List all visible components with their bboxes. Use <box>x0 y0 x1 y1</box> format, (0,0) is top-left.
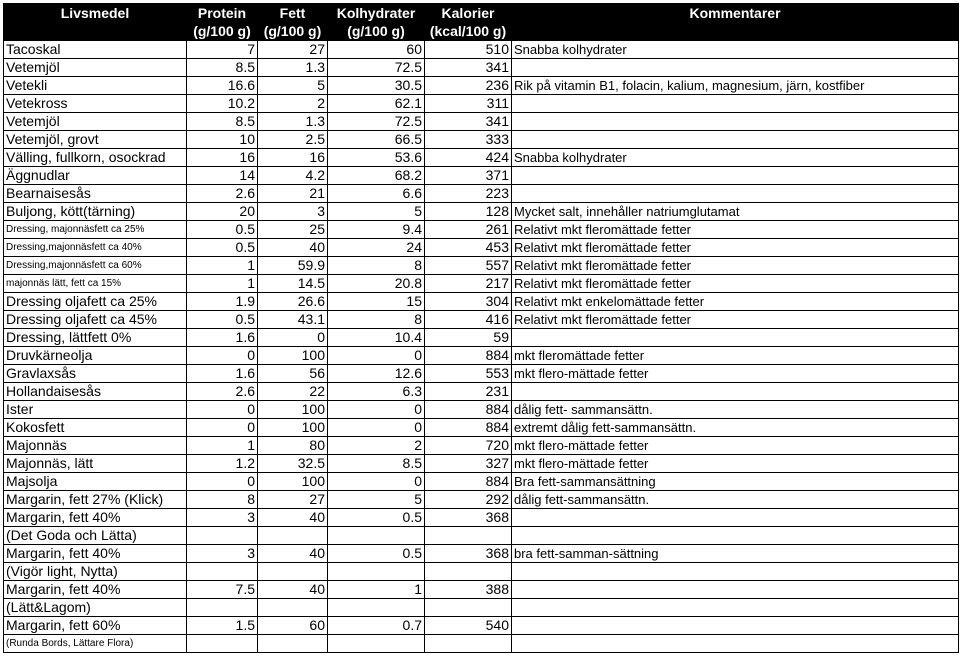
cell-livsmedel[interactable]: Margarin, fett 40% <box>4 581 187 599</box>
header-kalorier-unit: (kcal/100 g) <box>425 22 512 41</box>
cell-fett[interactable]: 3 <box>258 203 328 221</box>
cell-kalorier[interactable] <box>425 527 512 545</box>
cell-kolhydrater[interactable]: 30.5 <box>328 77 425 95</box>
cell-fett[interactable]: 100 <box>258 473 328 491</box>
cell-kolhydrater[interactable]: 68.2 <box>328 167 425 185</box>
cell-fett[interactable]: 25 <box>258 221 328 239</box>
header-kalorier[interactable]: Kalorier <box>425 4 512 23</box>
cell-protein[interactable]: 0.5 <box>187 239 258 257</box>
cell-kolhydrater[interactable]: 72.5 <box>328 113 425 131</box>
cell-kommentar[interactable]: Relativt mkt fleromättade fetter <box>512 275 959 293</box>
cell-kalorier[interactable]: 128 <box>425 203 512 221</box>
table-header <box>4 4 959 41</box>
cell-fett[interactable]: 43.1 <box>258 311 328 329</box>
cell-kolhydrater[interactable]: 0.5 <box>328 545 425 563</box>
cell-fett[interactable]: 60 <box>258 617 328 635</box>
cell-kommentar[interactable] <box>512 95 959 113</box>
cell-livsmedel[interactable]: Dressing, lättfett 0% <box>4 329 187 347</box>
cell-kolhydrater[interactable] <box>328 563 425 581</box>
cell-livsmedel[interactable]: majonnäs lätt, fett ca 15% <box>4 275 187 293</box>
cell-kalorier[interactable]: 510 <box>425 41 512 59</box>
cell-kalorier[interactable]: 557 <box>425 257 512 275</box>
cell-kommentar[interactable]: Snabba kolhydrater <box>512 41 959 59</box>
cell-kolhydrater[interactable]: 10.4 <box>328 329 425 347</box>
table-row <box>4 581 959 599</box>
cell-kolhydrater[interactable]: 8.5 <box>328 455 425 473</box>
cell-livsmedel[interactable]: (Det Goda och Lätta) <box>4 527 187 545</box>
cell-kommentar[interactable]: extremt dålig fett-sammansättn. <box>512 419 959 437</box>
cell-protein[interactable]: 8.5 <box>187 59 258 77</box>
cell-fett[interactable]: 16 <box>258 149 328 167</box>
cell-protein[interactable]: 0 <box>187 473 258 491</box>
cell-livsmedel[interactable]: Ister <box>4 401 187 419</box>
table-row <box>4 635 959 653</box>
cell-livsmedel[interactable]: Druvkärneolja <box>4 347 187 365</box>
cell-kommentar[interactable] <box>512 383 959 401</box>
cell-fett[interactable]: 56 <box>258 365 328 383</box>
cell-fett[interactable] <box>258 527 328 545</box>
cell-kolhydrater[interactable]: 8 <box>328 257 425 275</box>
table-row <box>4 419 959 437</box>
cell-kommentar[interactable]: Rik på vitamin B1, folacin, kalium, magnesium, järn, kostfiber <box>512 77 959 95</box>
cell-kommentar[interactable]: Relativt mkt fleromättade fetter <box>512 257 959 275</box>
cell-livsmedel[interactable]: Tacoskal <box>4 41 187 59</box>
cell-livsmedel[interactable]: Margarin, fett 40% <box>4 509 187 527</box>
cell-kalorier[interactable]: 720 <box>425 437 512 455</box>
cell-fett[interactable]: 27 <box>258 491 328 509</box>
table-row <box>4 41 959 59</box>
cell-fett[interactable]: 40 <box>258 509 328 527</box>
table-row <box>4 185 959 203</box>
cell-protein[interactable]: 3 <box>187 509 258 527</box>
cell-protein[interactable]: 10.2 <box>187 95 258 113</box>
table-row <box>4 545 959 563</box>
cell-fett[interactable]: 1.3 <box>258 59 328 77</box>
table-row <box>4 149 959 167</box>
cell-protein[interactable]: 1.2 <box>187 455 258 473</box>
table-row <box>4 617 959 635</box>
cell-livsmedel[interactable]: Dressing,majonnäsfett ca 40% <box>4 239 187 257</box>
cell-kalorier[interactable]: 884 <box>425 347 512 365</box>
nutrition-sheet <box>3 3 959 653</box>
cell-fett[interactable]: 2 <box>258 95 328 113</box>
cell-fett[interactable]: 100 <box>258 401 328 419</box>
cell-protein[interactable]: 1.5 <box>187 617 258 635</box>
table-row <box>4 527 959 545</box>
cell-fett[interactable] <box>258 635 328 653</box>
cell-fett[interactable]: 0 <box>258 329 328 347</box>
cell-fett[interactable]: 21 <box>258 185 328 203</box>
cell-kolhydrater[interactable] <box>328 527 425 545</box>
cell-fett[interactable]: 22 <box>258 383 328 401</box>
table-row <box>4 77 959 95</box>
cell-protein[interactable]: 1 <box>187 257 258 275</box>
cell-livsmedel[interactable]: Hollandaisesås <box>4 383 187 401</box>
cell-protein[interactable]: 1.6 <box>187 365 258 383</box>
header-kommentarer-unit <box>512 22 959 41</box>
cell-kalorier[interactable]: 368 <box>425 545 512 563</box>
cell-fett[interactable]: 26.6 <box>258 293 328 311</box>
header-fett-unit: (g/100 g) <box>258 22 328 41</box>
cell-protein[interactable]: 1.6 <box>187 329 258 347</box>
cell-fett[interactable]: 40 <box>258 581 328 599</box>
table-body <box>4 41 959 653</box>
header-livsmedel[interactable]: Livsmedel <box>4 4 187 23</box>
cell-kommentar[interactable]: mkt flero-mättade fetter <box>512 455 959 473</box>
cell-kalorier[interactable]: 416 <box>425 311 512 329</box>
nutrition-table <box>3 3 959 653</box>
cell-kalorier[interactable]: 223 <box>425 185 512 203</box>
cell-livsmedel[interactable]: Vetemjöl <box>4 59 187 77</box>
cell-kolhydrater[interactable]: 2 <box>328 437 425 455</box>
cell-livsmedel[interactable]: Majsolja <box>4 473 187 491</box>
cell-protein[interactable]: 0 <box>187 347 258 365</box>
cell-protein[interactable]: 8.5 <box>187 113 258 131</box>
cell-livsmedel[interactable]: Bearnaisesås <box>4 185 187 203</box>
cell-kolhydrater[interactable]: 9.4 <box>328 221 425 239</box>
cell-kommentar[interactable] <box>512 581 959 599</box>
cell-kommentar[interactable]: Bra fett-sammansättning <box>512 473 959 491</box>
cell-fett[interactable] <box>258 563 328 581</box>
cell-kolhydrater[interactable]: 0 <box>328 347 425 365</box>
cell-kalorier[interactable]: 540 <box>425 617 512 635</box>
header-protein-unit: (g/100 g) <box>187 22 258 41</box>
cell-kalorier[interactable]: 388 <box>425 581 512 599</box>
table-row <box>4 383 959 401</box>
cell-kolhydrater[interactable]: 72.5 <box>328 59 425 77</box>
cell-kalorier[interactable]: 884 <box>425 473 512 491</box>
cell-livsmedel[interactable]: Välling, fullkorn, osockrad <box>4 149 187 167</box>
table-row <box>4 599 959 617</box>
table-row <box>4 131 959 149</box>
cell-kalorier[interactable]: 368 <box>425 509 512 527</box>
table-row <box>4 509 959 527</box>
cell-kommentar[interactable]: mkt flero-mättade fetter <box>512 365 959 383</box>
header-fett[interactable]: Fett <box>258 4 328 23</box>
table-row <box>4 311 959 329</box>
cell-kolhydrater[interactable]: 20.8 <box>328 275 425 293</box>
cell-protein[interactable] <box>187 527 258 545</box>
cell-fett[interactable]: 14.5 <box>258 275 328 293</box>
table-row <box>4 473 959 491</box>
cell-kolhydrater[interactable]: 66.5 <box>328 131 425 149</box>
cell-protein[interactable]: 7.5 <box>187 581 258 599</box>
cell-kolhydrater[interactable]: 1 <box>328 581 425 599</box>
cell-kommentar[interactable] <box>512 329 959 347</box>
cell-kolhydrater[interactable]: 0 <box>328 401 425 419</box>
table-row <box>4 167 959 185</box>
cell-livsmedel[interactable]: (Lätt&Lagom) <box>4 599 187 617</box>
cell-kolhydrater[interactable]: 6.3 <box>328 383 425 401</box>
cell-livsmedel[interactable]: Margarin, fett 27% (Klick) <box>4 491 187 509</box>
cell-protein[interactable]: 7 <box>187 41 258 59</box>
cell-protein[interactable]: 16 <box>187 149 258 167</box>
cell-kommentar[interactable]: dålig fett-sammansättn. <box>512 491 959 509</box>
cell-kalorier[interactable]: 333 <box>425 131 512 149</box>
cell-protein[interactable]: 14 <box>187 167 258 185</box>
cell-kolhydrater[interactable]: 0.7 <box>328 617 425 635</box>
table-row <box>4 365 959 383</box>
header-kommentarer[interactable]: Kommentarer <box>512 4 959 23</box>
cell-protein[interactable]: 2.6 <box>187 185 258 203</box>
cell-kalorier[interactable]: 311 <box>425 95 512 113</box>
table-row <box>4 275 959 293</box>
cell-kalorier[interactable]: 231 <box>425 383 512 401</box>
cell-kalorier[interactable] <box>425 599 512 617</box>
cell-fett[interactable]: 40 <box>258 545 328 563</box>
cell-kolhydrater[interactable]: 6.6 <box>328 185 425 203</box>
header-kolhydrater-unit: (g/100 g) <box>328 22 425 41</box>
cell-kalorier[interactable]: 304 <box>425 293 512 311</box>
cell-kalorier[interactable]: 217 <box>425 275 512 293</box>
table-row <box>4 293 959 311</box>
cell-kommentar[interactable] <box>512 113 959 131</box>
cell-livsmedel[interactable]: Vetekli <box>4 77 187 95</box>
cell-fett[interactable]: 59.9 <box>258 257 328 275</box>
cell-kommentar[interactable] <box>512 635 959 653</box>
table-row <box>4 491 959 509</box>
cell-livsmedel[interactable]: Dressing oljafett ca 45% <box>4 311 187 329</box>
cell-livsmedel[interactable]: Majonnäs <box>4 437 187 455</box>
cell-kommentar[interactable]: bra fett-samman-sättning <box>512 545 959 563</box>
cell-protein[interactable]: 1 <box>187 275 258 293</box>
cell-kolhydrater[interactable] <box>328 635 425 653</box>
header-kolhydrater[interactable]: Kolhydrater <box>328 4 425 23</box>
cell-kommentar[interactable] <box>512 185 959 203</box>
cell-protein[interactable]: 16.6 <box>187 77 258 95</box>
cell-kommentar[interactable] <box>512 527 959 545</box>
cell-protein[interactable]: 0 <box>187 419 258 437</box>
cell-kalorier[interactable]: 261 <box>425 221 512 239</box>
table-row <box>4 455 959 473</box>
cell-kolhydrater[interactable]: 5 <box>328 491 425 509</box>
cell-kalorier[interactable]: 424 <box>425 149 512 167</box>
cell-fett[interactable]: 100 <box>258 419 328 437</box>
cell-livsmedel[interactable]: Majonnäs, lätt <box>4 455 187 473</box>
cell-kommentar[interactable]: Relativt mkt fleromättade fetter <box>512 239 959 257</box>
cell-kommentar[interactable]: Relativt mkt enkelomättade fetter <box>512 293 959 311</box>
table-row <box>4 401 959 419</box>
table-row <box>4 113 959 131</box>
cell-protein[interactable]: 1 <box>187 437 258 455</box>
cell-kommentar[interactable]: Snabba kolhydrater <box>512 149 959 167</box>
cell-kolhydrater[interactable] <box>328 599 425 617</box>
cell-livsmedel[interactable]: Gravlaxsås <box>4 365 187 383</box>
cell-livsmedel[interactable]: Margarin, fett 60% <box>4 617 187 635</box>
cell-kommentar[interactable] <box>512 59 959 77</box>
cell-kommentar[interactable] <box>512 599 959 617</box>
header-protein[interactable]: Protein <box>187 4 258 23</box>
cell-fett[interactable]: 32.5 <box>258 455 328 473</box>
cell-fett[interactable]: 2.5 <box>258 131 328 149</box>
cell-livsmedel[interactable]: Margarin, fett 40% <box>4 545 187 563</box>
cell-fett[interactable]: 5 <box>258 77 328 95</box>
cell-kalorier[interactable]: 59 <box>425 329 512 347</box>
cell-fett[interactable]: 40 <box>258 239 328 257</box>
cell-kolhydrater[interactable]: 60 <box>328 41 425 59</box>
cell-kalorier[interactable]: 884 <box>425 401 512 419</box>
table-row <box>4 329 959 347</box>
cell-protein[interactable]: 3 <box>187 545 258 563</box>
cell-kalorier[interactable]: 236 <box>425 77 512 95</box>
cell-kolhydrater[interactable]: 53.6 <box>328 149 425 167</box>
cell-kalorier[interactable]: 341 <box>425 113 512 131</box>
cell-livsmedel[interactable]: Dressing, majonnäsfett ca 25% <box>4 221 187 239</box>
cell-kolhydrater[interactable]: 24 <box>328 239 425 257</box>
table-row <box>4 437 959 455</box>
cell-kalorier[interactable] <box>425 563 512 581</box>
cell-kalorier[interactable]: 292 <box>425 491 512 509</box>
cell-livsmedel[interactable]: Dressing,majonnäsfett ca 60% <box>4 257 187 275</box>
cell-livsmedel[interactable]: Dressing oljafett ca 25% <box>4 293 187 311</box>
cell-kommentar[interactable] <box>512 617 959 635</box>
cell-kommentar[interactable]: Relativt mkt fleromättade fetter <box>512 221 959 239</box>
cell-protein[interactable]: 0 <box>187 401 258 419</box>
table-row <box>4 563 959 581</box>
cell-protein[interactable]: 0.5 <box>187 221 258 239</box>
cell-kolhydrater[interactable]: 0.5 <box>328 509 425 527</box>
cell-protein[interactable]: 20 <box>187 203 258 221</box>
cell-kalorier[interactable]: 371 <box>425 167 512 185</box>
cell-kommentar[interactable]: Relativt mkt fleromättade fetter <box>512 311 959 329</box>
cell-kolhydrater[interactable]: 12.6 <box>328 365 425 383</box>
cell-protein[interactable]: 10 <box>187 131 258 149</box>
cell-protein[interactable] <box>187 599 258 617</box>
cell-kalorier[interactable]: 553 <box>425 365 512 383</box>
cell-protein[interactable]: 0.5 <box>187 311 258 329</box>
cell-fett[interactable]: 27 <box>258 41 328 59</box>
cell-fett[interactable] <box>258 599 328 617</box>
cell-kolhydrater[interactable]: 0 <box>328 473 425 491</box>
cell-kommentar[interactable] <box>512 131 959 149</box>
table-row <box>4 257 959 275</box>
cell-kolhydrater[interactable]: 8 <box>328 311 425 329</box>
cell-fett[interactable]: 4.2 <box>258 167 328 185</box>
table-row <box>4 347 959 365</box>
cell-protein[interactable]: 2.6 <box>187 383 258 401</box>
cell-kalorier[interactable]: 341 <box>425 59 512 77</box>
cell-livsmedel[interactable]: Buljong, kött(tärning) <box>4 203 187 221</box>
cell-fett[interactable]: 80 <box>258 437 328 455</box>
cell-kommentar[interactable] <box>512 563 959 581</box>
cell-kalorier[interactable]: 327 <box>425 455 512 473</box>
cell-kommentar[interactable]: Mycket salt, innehåller natriumglutamat <box>512 203 959 221</box>
cell-kolhydrater[interactable]: 0 <box>328 419 425 437</box>
cell-protein[interactable]: 1.9 <box>187 293 258 311</box>
cell-livsmedel[interactable]: Vetekross <box>4 95 187 113</box>
cell-kolhydrater[interactable]: 5 <box>328 203 425 221</box>
table-row <box>4 221 959 239</box>
cell-kommentar[interactable] <box>512 509 959 527</box>
cell-kalorier[interactable]: 884 <box>425 419 512 437</box>
table-row <box>4 239 959 257</box>
cell-kolhydrater[interactable]: 15 <box>328 293 425 311</box>
cell-kommentar[interactable] <box>512 167 959 185</box>
cell-fett[interactable]: 100 <box>258 347 328 365</box>
cell-livsmedel[interactable]: Kokosfett <box>4 419 187 437</box>
cell-protein[interactable] <box>187 635 258 653</box>
cell-protein[interactable]: 8 <box>187 491 258 509</box>
cell-kommentar[interactable]: mkt fleromättade fetter <box>512 347 959 365</box>
table-row <box>4 95 959 113</box>
cell-livsmedel[interactable]: Äggnudlar <box>4 167 187 185</box>
header-row-2 <box>4 22 959 41</box>
cell-livsmedel[interactable]: Vetemjöl <box>4 113 187 131</box>
table-row <box>4 203 959 221</box>
cell-kolhydrater[interactable]: 62.1 <box>328 95 425 113</box>
header-row-1 <box>4 4 959 23</box>
cell-livsmedel[interactable]: Vetemjöl, grovt <box>4 131 187 149</box>
cell-livsmedel[interactable]: (Runda Bords, Lättare Flora) <box>4 635 187 653</box>
cell-livsmedel[interactable]: (Vigör light, Nytta) <box>4 563 187 581</box>
cell-kalorier[interactable] <box>425 635 512 653</box>
header-livsmedel-unit <box>4 22 187 41</box>
cell-protein[interactable] <box>187 563 258 581</box>
cell-kommentar[interactable]: dålig fett- sammansättn. <box>512 401 959 419</box>
cell-fett[interactable]: 1.3 <box>258 113 328 131</box>
cell-kalorier[interactable]: 453 <box>425 239 512 257</box>
table-row <box>4 59 959 77</box>
cell-kommentar[interactable]: mkt flero-mättade fetter <box>512 437 959 455</box>
